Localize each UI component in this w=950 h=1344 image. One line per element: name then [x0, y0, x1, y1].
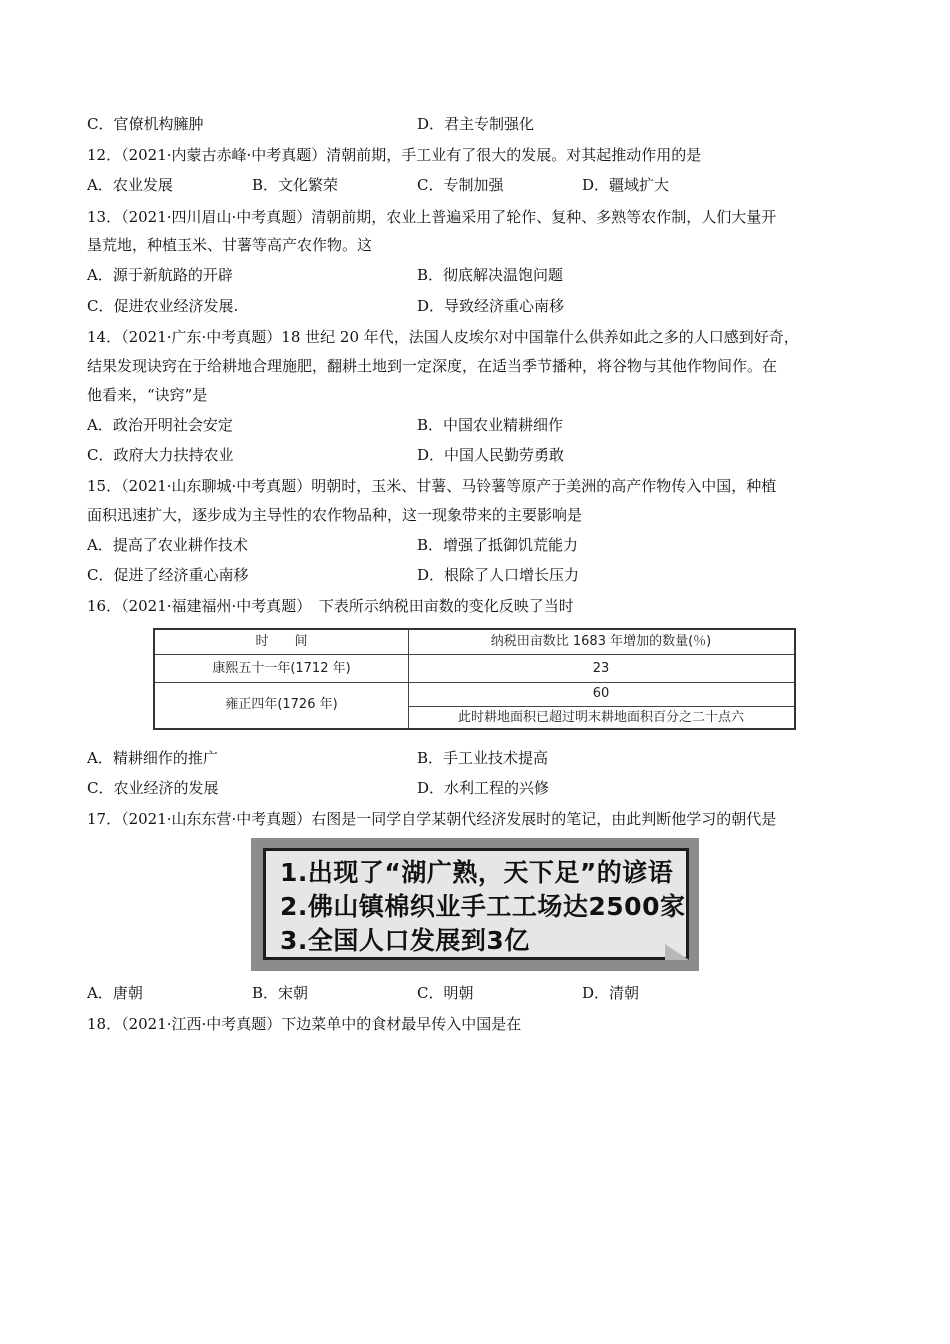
table-row2-value: 60	[592, 686, 610, 701]
q14-stem-line1: 14．（2021·广东·中考真题）18 世纪 20 年代，法国人皮埃尔对中国靠什么供养如此之多的人口感到好奇，	[87, 328, 799, 346]
q14-option-c: C．政府大力扶持农业	[87, 446, 234, 464]
q13-stem-line1: 13．（2021·四川眉山·中考真题）清朝前期，农业上普遍采用了轮作、复种、多熟等农作制，人们大量开	[87, 208, 777, 226]
q15-option-d: D．根除了人口增长压力	[417, 566, 580, 584]
q14-option-b: B．中国农业精耕细作	[417, 416, 564, 434]
q14-stem-line2: 结果发现诀窍在于给耕地合理施肥，翻耕土地到一定深度，在适当季节播种，将谷物与其他作物间作。在	[87, 357, 778, 375]
table-row1-time: 康熙五十一年(1712 年)	[212, 661, 351, 676]
q18-stem: 18．（2021·江西·中考真题）下边菜单中的食材最早传入中国是在	[87, 1015, 522, 1033]
q15-option-b: B．增强了抵御饥荒能力	[417, 536, 579, 554]
q15-stem-line2: 面积迅速扩大，逐步成为主导性的农作物品种，这一现象带来的主要影响是	[87, 506, 583, 524]
q16-data-table	[153, 628, 796, 730]
q17-option-b: B．宋朝	[252, 984, 309, 1002]
q14-option-a: A．政治开明社会安定	[87, 416, 233, 434]
q15-option-c: C．促进了经济重心南移	[87, 566, 249, 584]
q16-stem: 16．（2021·福建福州·中考真题） 下表所示纳税田亩数的变化反映了当时	[87, 597, 574, 615]
table-row2-time: 雍正四年(1726 年)	[225, 697, 338, 712]
q13-option-a: A．源于新航路的开辟	[87, 266, 233, 284]
q12-option-b: B．文化繁荣	[252, 176, 339, 194]
q13-stem-line2: 垦荒地，种植玉米、甘薯等高产农作物。这	[87, 236, 373, 254]
q15-stem-line1: 15．（2021·山东聊城·中考真题）明朝时，玉米、甘薯、马铃薯等原产于美洲的高产作物传入中国，种植	[87, 477, 777, 495]
q12-option-a: A．农业发展	[87, 176, 173, 194]
q13-option-c: C．促进农业经济发展.	[87, 297, 239, 315]
q14-stem-line3: 他看来，“诀窍”是	[87, 386, 208, 404]
q17-option-c: C．明朝	[417, 984, 474, 1002]
q16-option-a: A．精耕细作的推广	[87, 749, 218, 767]
q13-option-b: B．彻底解决温饱问题	[417, 266, 564, 284]
table-row2-note: 此时耕地面积已超过明末耕地面积百分之二十点六	[457, 710, 744, 725]
q12-option-d: D．疆域扩大	[582, 176, 670, 194]
q14-option-d: D．中国人民勤劳勇敢	[417, 446, 565, 464]
q11-option-d: D．君主专制强化	[417, 115, 535, 133]
q12-stem: 12．（2021·内蒙古赤峰·中考真题）清朝前期，手工业有了很大的发展。对其起推动作用的是	[87, 146, 702, 164]
table-row1-value: 23	[592, 661, 610, 676]
note-line-1: 1.出现了“湖广熟，天下足”的谚语	[280, 858, 674, 887]
q15-option-a: A．提高了农业耕作技术	[87, 536, 248, 554]
table-divider-header	[155, 654, 794, 655]
q16-option-c: C．农业经济的发展	[87, 779, 219, 797]
table-header-value: 纳税田亩数比 1683 年增加的数量(％)	[490, 634, 712, 649]
note-line-3: 3.全国人口发展到3亿	[280, 926, 530, 955]
table-divider-row2-inner	[408, 706, 794, 707]
q16-option-b: B．手工业技术提高	[417, 749, 549, 767]
q13-option-d: D．导致经济重心南移	[417, 297, 565, 315]
q17-study-note-image	[251, 838, 699, 971]
note-paper	[263, 848, 689, 960]
table-header-time: 时 间	[255, 634, 308, 649]
note-line-2: 2.佛山镇棉织业手工工场达2500家	[280, 892, 686, 921]
q11-option-c: C．官僚机构臃肿	[87, 115, 204, 133]
q16-option-d: D．水利工程的兴修	[417, 779, 550, 797]
table-divider-row1	[155, 682, 794, 683]
q17-stem: 17．（2021·山东东营·中考真题）右图是一同学自学某朝代经济发展时的笔记，由此判断他学习的朝代是	[87, 810, 777, 828]
q17-option-d: D．清朝	[582, 984, 640, 1002]
note-folded-corner	[665, 944, 689, 960]
q12-option-c: C．专制加强	[417, 176, 504, 194]
q17-option-a: A．唐朝	[87, 984, 143, 1002]
